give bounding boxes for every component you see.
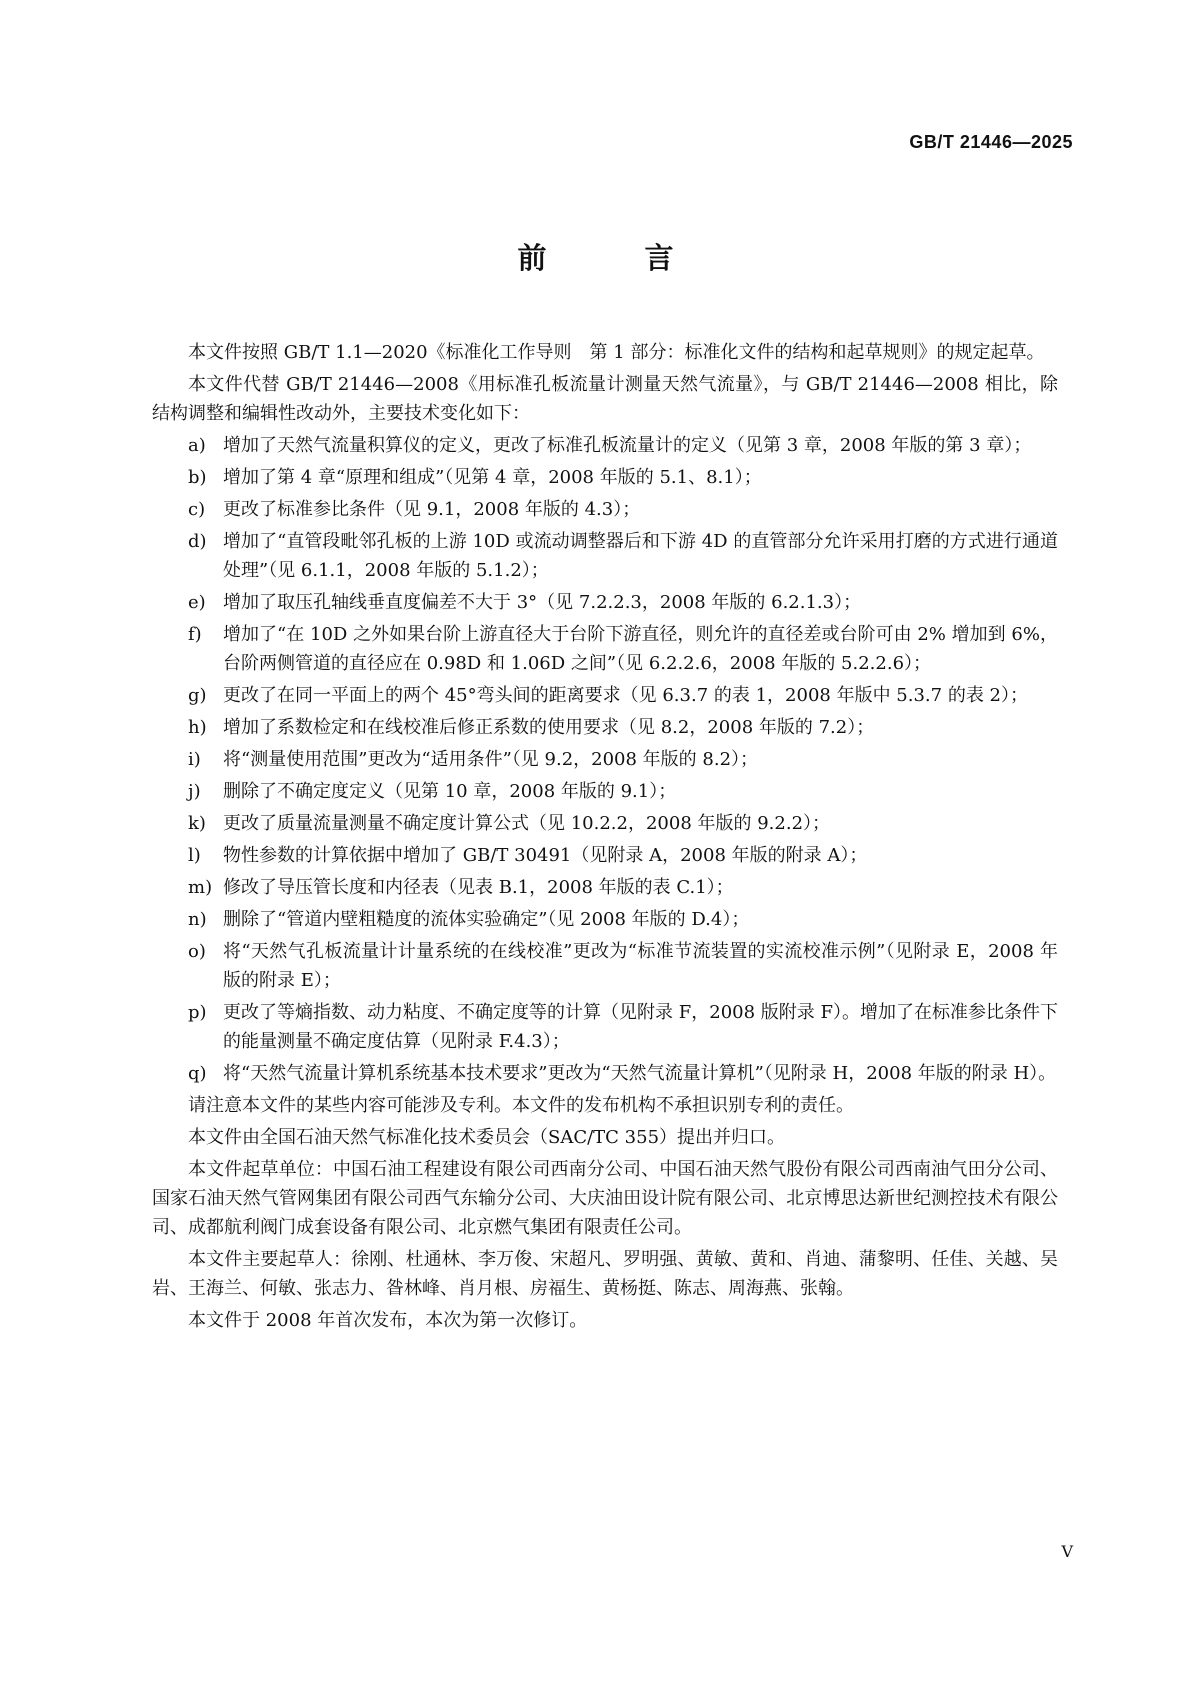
technical-changes-list	[152, 431, 1058, 1088]
list-item	[152, 998, 1058, 1056]
list-item-text: 修改了导压管长度和内径表（见表 B.1，2008 年版的表 C.1）；	[223, 877, 734, 898]
list-marker: p)	[188, 1002, 207, 1023]
list-item-text: 增加了取压孔轴线垂直度偏差不大于 3°（见 7.2.2.3，2008 年版的 6.2.1.3）；	[223, 592, 862, 613]
list-item	[152, 905, 1058, 934]
page-title: 前 言	[517, 241, 718, 275]
list-item	[152, 1059, 1058, 1088]
list-item-text: 更改了在同一平面上的两个 45°弯头间的距离要求（见 6.3.7 的表 1，2008 年版中 5.3.7 的表 2）；	[223, 685, 1028, 706]
list-item	[152, 841, 1058, 870]
list-item	[152, 681, 1058, 710]
foreword-body	[152, 338, 1058, 1338]
list-marker: q)	[188, 1063, 207, 1084]
list-marker: b)	[188, 467, 207, 488]
list-item-text: 删除了“管道内壁粗糙度的流体实验确定”（见 2008 年版的 D.4）；	[223, 909, 750, 930]
list-item-text: 将“测量使用范围”更改为“适用条件”（见 9.2，2008 年版的 8.2）；	[223, 749, 759, 770]
list-marker: h)	[188, 717, 207, 738]
paragraph-drafting-units: 本文件起草单位：中国石油工程建设有限公司西南分公司、中国石油天然气股份有限公司西南油气田分公司、国家石油天然气管网集团有限公司西气东输分公司、大庆油田设计院有限公司、北京博思达新世纪测控技术有限公司、成都航利阀门成套设备有限公司、北京燃气集团有限责任公司。	[152, 1159, 1058, 1238]
list-item	[152, 495, 1058, 524]
paragraph-history: 本文件于 2008 年首次发布，本次为第一次修订。	[188, 1310, 588, 1331]
paragraph-patent-notice: 请注意本文件的某些内容可能涉及专利。本文件的发布机构不承担识别专利的责任。	[188, 1095, 854, 1116]
list-marker: m)	[188, 877, 213, 898]
list-item	[152, 809, 1058, 838]
list-item	[152, 937, 1058, 995]
list-marker: k)	[188, 813, 206, 834]
list-marker: o)	[188, 941, 206, 962]
list-item-text: 物性参数的计算依据中增加了 GB/T 30491（见附录 A，2008 年版的附录 A）；	[223, 845, 868, 866]
list-item-text: 将“天然气流量计算机系统基本技术要求”更改为“天然气流量计算机”（见附录 H，2008 年版的附录 H）。	[223, 1063, 1057, 1084]
list-marker: n)	[188, 909, 207, 930]
list-marker: l)	[188, 845, 201, 866]
list-marker: f)	[188, 624, 202, 645]
list-item-text: 更改了质量流量测量不确定度计算公式（见 10.2.2，2008 年版的 9.2.2）；	[223, 813, 831, 834]
list-item-text: 更改了标准参比条件（见 9.1，2008 年版的 4.3）；	[223, 499, 641, 520]
list-item	[152, 777, 1058, 806]
list-item	[152, 620, 1058, 678]
list-marker: e)	[188, 592, 206, 613]
paragraph-drafters: 本文件主要起草人：徐刚、杜通林、李万俊、宋超凡、罗明强、黄敏、黄和、肖迪、蒲黎明、任佳、关越、吴岩、王海兰、何敏、张志力、昝林峰、肖月根、房福生、黄杨挺、陈志、周海燕、张翰。	[152, 1249, 1058, 1299]
list-item-text: 增加了“直管段毗邻孔板的上游 10D 或流动调整器后和下游 4D 的直管部分允许采用打磨的方式进行通道处理”（见 6.1.1，2008 年版的 5.1.2）；	[223, 531, 1058, 581]
list-item-text: 增加了系数检定和在线校准后修正系数的使用要求（见 8.2，2008 年版的 7.2）；	[223, 717, 875, 738]
list-item-text: 更改了等熵指数、动力粘度、不确定度等的计算（见附录 F，2008 版附录 F）。增加了在标准参比条件下的能量测量不确定度估算（见附录 F.4.3）；	[223, 1002, 1058, 1052]
list-item	[152, 745, 1058, 774]
paragraph-drafting-rules: 本文件按照 GB/T 1.1—2020《标准化工作导则 第 1 部分：标准化文件的结构和起草规则》的规定起草。	[188, 342, 1045, 363]
list-item	[152, 463, 1058, 492]
list-item-text: 增加了“在 10D 之外如果台阶上游直径大于台阶下游直径，则允许的直径差或台阶可由 2% 增加到 6%，台阶两侧管道的直径应在 0.98D 和 1.06D 之间”（见 6.2.2.6，2008 年版的 5.2.2.6）；	[223, 624, 1058, 674]
list-item	[152, 588, 1058, 617]
list-item	[152, 873, 1058, 902]
list-marker: a)	[188, 435, 206, 456]
page-number: V	[1061, 1542, 1073, 1561]
list-marker: d)	[188, 531, 207, 552]
paragraph-proposer: 本文件由全国石油天然气标准化技术委员会（SAC/TC 355）提出并归口。	[188, 1127, 786, 1148]
list-marker: c)	[188, 499, 206, 520]
list-marker: i)	[188, 749, 201, 770]
list-item-text: 增加了第 4 章“原理和组成”（见第 4 章，2008 年版的 5.1、8.1）；	[223, 467, 762, 488]
list-item-text: 增加了天然气流量积算仪的定义，更改了标准孔板流量计的定义（见第 3 章，2008 年版的第 3 章）；	[223, 435, 1032, 456]
list-item	[152, 713, 1058, 742]
standard-code: GB/T 21446—2025	[909, 132, 1073, 152]
list-marker: j)	[188, 781, 201, 802]
list-item	[152, 431, 1058, 460]
list-marker: g)	[188, 685, 207, 706]
list-item-text: 将“天然气孔板流量计计量系统的在线校准”更改为“标准节流装置的实流校准示例”（见附录 E，2008 年版的附录 E）；	[223, 941, 1058, 991]
paragraph-replaces: 本文件代替 GB/T 21446—2008《用标准孔板流量计测量天然气流量》，与 GB/T 21446—2008 相比，除结构调整和编辑性改动外，主要技术变化如下：	[152, 374, 1058, 424]
list-item-text: 删除了不确定度定义（见第 10 章，2008 年版的 9.1）；	[223, 781, 677, 802]
list-item	[152, 527, 1058, 585]
